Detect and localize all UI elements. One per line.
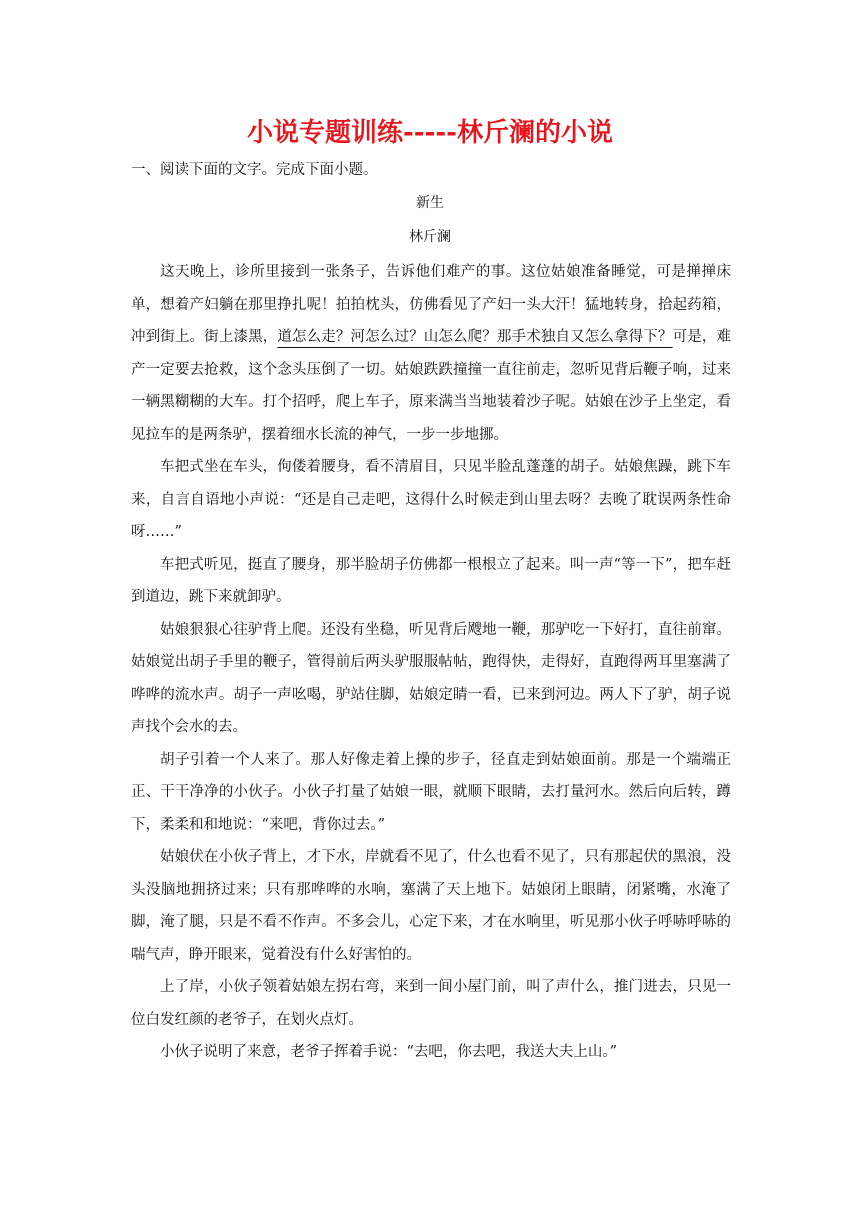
- paragraph: 车把式坐在车头，佝偻着腰身，看不清眉目，只见半脸乱蓬蓬的胡子。姑娘焦躁，跳下车来，自言自语地小声说：“还是自己走吧，这得什么时候走到山里去呀？去晚了耽误两条性命呀……”: [131, 459, 731, 540]
- paragraph: 姑娘伏在小伙子背上，才下水，岸就看不见了，什么也看不见了，只有那起伏的黑浪，没头没脑地拥挤过来；只有那哗哗的水响，塞满了天上地下。姑娘闭上眼睛，闭紧嘴，水淹了脚，淹了腿，只是不看不作声。不多会儿，心定下来，才在水响里，听见那小伙子呼哧呼哧的喘气声，睁开眼来，觉着没有什么好害怕的。: [131, 849, 731, 963]
- paragraph-text: 这天晚上，诊所里接到一张条子，告诉他们难产的事。这位姑娘准备睡觉，可是掸掸床单，想着产妇躺在那里挣扎呢！拍拍枕头，仿佛看见了产妇一头大汗！猛地转身，拾起药箱，冲到街上。街上漆黑，: [131, 264, 731, 345]
- story-body: [131, 256, 731, 1069]
- story-title: 新生: [416, 195, 444, 211]
- paragraph: [131, 256, 731, 451]
- paragraph: 车把式听见，挺直了腰身，那半脸胡子仿佛都一根根立了起来。叫一声“等一下”，把车赶到道边，跳下来就卸驴。: [131, 556, 731, 605]
- story-author: 林斤澜: [409, 229, 451, 245]
- paragraph: 姑娘狠狠心往驴背上爬。还没有坐稳，听见背后飕地一鞭，那驴吃一下好打，直往前窜。姑娘觉出胡子手里的鞭子，管得前后两头驴服服帖帖，跑得快，走得好，直跑得两耳里塞满了哗哗的流水声。胡子一声吆喝，驴站住脚，姑娘定睛一看，已来到河边。两人下了驴，胡子说声找个会水的去。: [131, 621, 731, 735]
- section-heading: 一、阅读下面的文字。完成下面小题。: [131, 162, 378, 178]
- page-title: 小说专题训练-----林斤澜的小说: [247, 118, 613, 148]
- paragraph-text: 可是，难产一定要去抢救，这个念头压倒了一切。姑娘跌跌撞撞一直往前走，忽听见背后鞭子响，过来一辆黑糊糊的大车。打个招呼，爬上车子，原来满当当地装着沙子呢。姑娘在沙子上坐定，看见拉车的是两条驴，摆着细水长流的神气，一步一步地挪。: [131, 329, 732, 443]
- paragraph: 小伙子说明了来意，老爷子挥着手说：“去吧，你去吧，我送大夫上山。”: [160, 1044, 618, 1060]
- underlined-text: 道怎么走？河怎么过？山怎么爬？那手术独自又怎么拿得下？: [277, 329, 673, 345]
- paragraph: 胡子引着一个人来了。那人好像走着上操的步子，径直走到姑娘面前。那是一个端端正正、干干净净的小伙子。小伙子打量了姑娘一眼，就顺下眼睛，去打量河水。然后向后转，蹲下，柔柔和和地说：“来吧，背你过去。”: [131, 751, 731, 833]
- paragraph: 上了岸，小伙子领着姑娘左拐右弯，来到一间小屋门前，叫了声什么，推门进去，只见一位白发红颜的老爷子，在划火点灯。: [131, 979, 731, 1028]
